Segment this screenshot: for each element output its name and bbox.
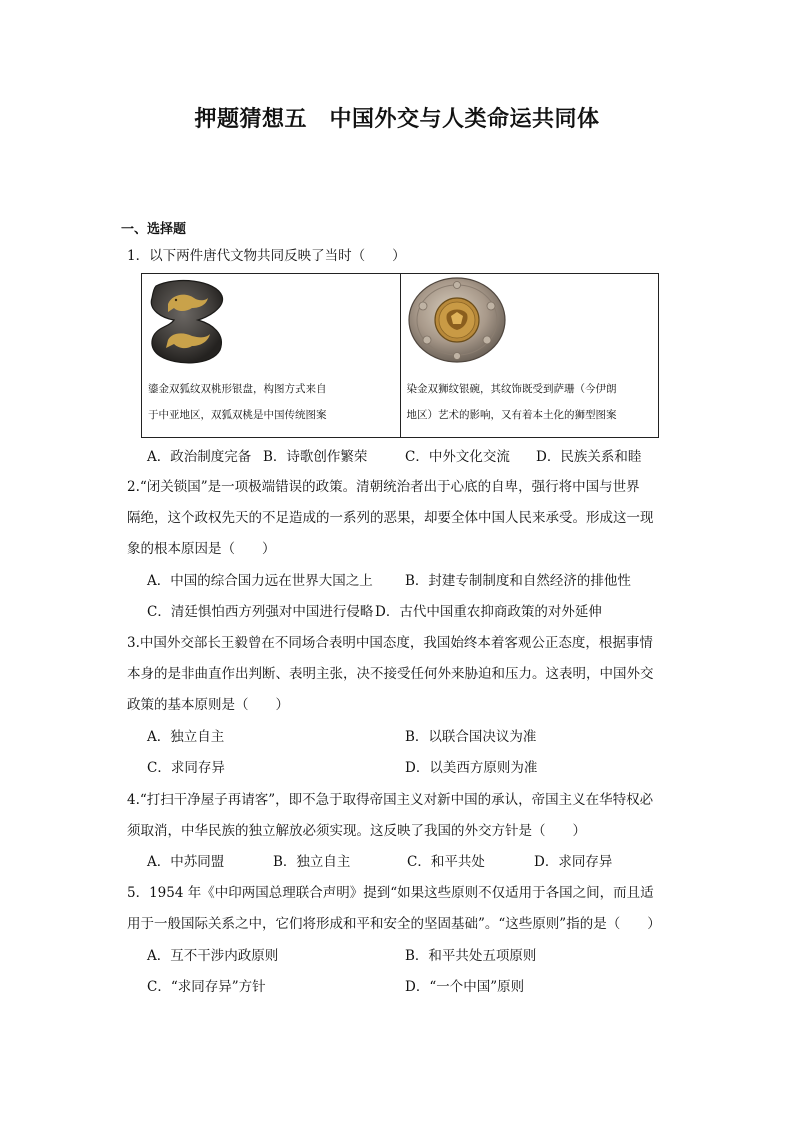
q1-option-d[interactable]: D．民族关系和睦 [536,449,642,465]
q3-option-d[interactable]: D．以美西方原则为准 [405,760,538,776]
q4-option-a[interactable]: A．中苏同盟 [147,854,225,870]
q2-option-b[interactable]: B．封建专制制度和自然经济的排他性 [405,573,631,589]
question-4-line-1: 4.“打扫干净屋子再请客”，即不急于取得帝国主义对新中国的承认，帝国主义在华特权必 [127,792,654,808]
question-5-line-2: 用于一般国际关系之中，它们将形成和平和安全的坚固基础”。“这些原则”指的是（ ） [127,916,661,932]
artifact-right-cell [400,274,659,437]
artifact-table [141,273,659,438]
right-caption-line-2: 地区）艺术的影响，又有着本土化的狮型图案 [406,409,617,421]
q3-option-a[interactable]: A．独立自主 [147,729,225,745]
question-4-line-2: 须取消，中华民族的独立解放必须实现。这反映了我国的外交方针是（ ） [127,823,586,839]
left-caption-line-1: 鎏金双狐纹双桃形银盘，构图方式来自 [148,383,327,395]
q5-option-c[interactable]: C．“求同存异”方针 [147,979,266,995]
question-2-line-3: 象的根本原因是（ ） [127,541,276,557]
q5-option-b[interactable]: B．和平共处五项原则 [405,948,537,964]
q4-option-d[interactable]: D．求同存异 [534,854,613,870]
right-caption-line-1: 染金双狮纹银碗，其纹饰既受到萨珊（今伊朗 [406,383,617,395]
q3-option-c[interactable]: C．求同存异 [147,760,225,776]
question-2-line-1: 2.“闭关锁国”是一项极端错误的政策。清朝统治者出于心底的自卑，强行将中国与世界 [127,479,640,495]
q2-option-a[interactable]: A．中国的综合国力远在世界大国之上 [147,573,373,589]
q5-option-a[interactable]: A．互不干涉内政原则 [147,948,279,964]
gilded-lion-silver-bowl-image [407,276,511,364]
question-3-line-1: 3.中国外交部长王毅曾在不同场合表明中国态度，我国始终本着客观公正态度，根据事情 [127,635,653,651]
artifact-left-cell [142,274,400,437]
q5-option-d[interactable]: D．“一个中国”原则 [405,979,525,995]
left-caption-line-2: 于中亚地区，双狐双桃是中国传统图案 [148,409,327,421]
question-5-line-1: 5．1954 年《中印两国总理联合声明》提到“如果这些原则不仅适用于各国之间，而且适 [127,885,654,901]
q4-option-c[interactable]: C．和平共处 [407,854,485,870]
question-3-line-2: 本身的是非曲直作出判断、表明主张，决不接受任何外来胁迫和压力。这表明，中国外交 [127,666,654,682]
q1-option-c[interactable]: C．中外文化交流 [405,449,510,465]
q2-option-c[interactable]: C．清廷惧怕西方列强对中国进行侵略 [147,604,374,620]
question-1-stem: 1．以下两件唐代文物共同反映了当时（ ） [127,248,406,264]
section-heading: 一、选择题 [121,222,187,237]
q3-option-b[interactable]: B．以联合国决议为准 [405,729,537,745]
double-peach-silver-plate-image [146,278,228,364]
q1-option-a[interactable]: A．政治制度完备 [147,449,252,465]
question-3-line-3: 政策的基本原则是（ ） [127,697,289,713]
q1-option-b[interactable]: B．诗歌创作繁荣 [263,449,368,465]
q2-option-d[interactable]: D．古代中国重农抑商政策的对外延伸 [375,604,602,620]
q4-option-b[interactable]: B．独立自主 [273,854,351,870]
page-title: 押题猜想五 中国外交与人类命运共同体 [194,107,600,132]
question-2-line-2: 隔绝，这个政权先天的不足造成的一系列的恶果，却要全体中国人民来承受。形成这一现 [127,510,654,526]
